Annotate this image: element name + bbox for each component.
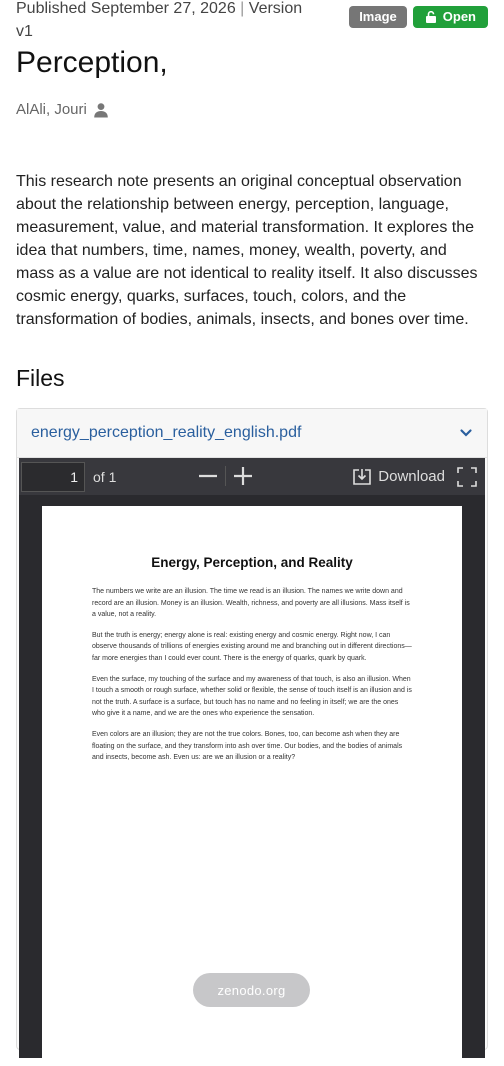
pdf-viewer[interactable] xyxy=(19,458,485,1058)
zoom-divider xyxy=(225,466,226,486)
pdf-paragraph: Even colors are an illusion; they are not the true colors. Bones, too, can become ash when they are floating on the surface, and they transform into ash over time. Our bodies, and the bodies of animals and insects, become ash. Even us: are we an illusion or a reality? xyxy=(92,730,403,762)
author-line xyxy=(16,101,109,118)
pdf-paragraph: Even the surface, my touching of the surface and my awareness of that touch, is also an illusion. When I touch a smooth or rough surface, whether solid or flexible, the sense of touch itself is an illusion and is not the truth. A surface is a surface, but touch has no name and no feeling in itself; we are the ones who give it a name, and we are the ones who experience the sensation. xyxy=(92,675,412,718)
resource-type-label: Image xyxy=(359,9,397,24)
download-label: Download xyxy=(378,468,445,485)
file-preview-panel xyxy=(16,408,488,1050)
version-label: Version v1 xyxy=(16,0,303,40)
fullscreen-icon[interactable] xyxy=(457,467,477,487)
zoom-controls xyxy=(197,462,254,490)
page-count: of 1 xyxy=(93,468,117,485)
info-separator: | xyxy=(240,0,245,17)
source-watermark: zenodo.org xyxy=(193,973,310,1007)
download-icon xyxy=(352,468,372,486)
zoom-out-icon xyxy=(198,466,218,486)
zoom-out-button[interactable] xyxy=(197,462,219,490)
page-number-input[interactable]: 1 xyxy=(21,462,85,492)
record-badges xyxy=(349,6,488,28)
record-title: Perception, xyxy=(16,46,168,79)
zoom-in-icon xyxy=(233,466,253,486)
pdf-paragraph: The numbers we write are an illusion. The time we read is an illusion. The names we write down and record are an illusion. Money is an illusion. Wealth, richness, and poverty are all illusions. Mass itself is a value, not a reality. xyxy=(92,588,410,619)
access-badge xyxy=(413,6,488,28)
download-button[interactable] xyxy=(352,458,445,495)
files-heading: Files xyxy=(16,365,65,391)
pdf-title: Energy, Perception, and Reality xyxy=(151,555,353,570)
user-icon xyxy=(93,102,109,118)
unlock-icon xyxy=(425,11,437,23)
file-link[interactable]: energy_perception_reality_english.pdf xyxy=(31,424,302,441)
pdf-paragraph: But the truth is energy; energy alone is real: existing energy and cosmic energy. Right now, I can observe thousands of trillions of energies existing around me and branching out in different directions—far more energies than I could ever count. There is the energy of quarks, quark by quark. xyxy=(92,631,412,662)
chevron-down-icon[interactable] xyxy=(459,428,473,438)
pdf-toolbar xyxy=(19,458,485,495)
author-name[interactable]: AlAli, Jouri xyxy=(16,101,87,118)
access-label: Open xyxy=(442,9,476,24)
file-header[interactable] xyxy=(17,409,487,458)
publication-info xyxy=(16,0,316,43)
published-date: Published September 27, 2026 xyxy=(16,0,236,17)
record-description: This research note presents an original conceptual observation about the relationship between energy, perception, language, measurement, value, and material transformation. It explores the idea that numbers, time, names, money, wealth, poverty, and mass as a value are not identical to reality itself. It also discusses cosmic energy, quarks, surfaces, touch, colors, and the transformation of bodies, animals, insects, and bones over time. xyxy=(16,173,478,328)
zoom-in-button[interactable] xyxy=(232,462,254,490)
resource-type-badge xyxy=(349,6,407,28)
